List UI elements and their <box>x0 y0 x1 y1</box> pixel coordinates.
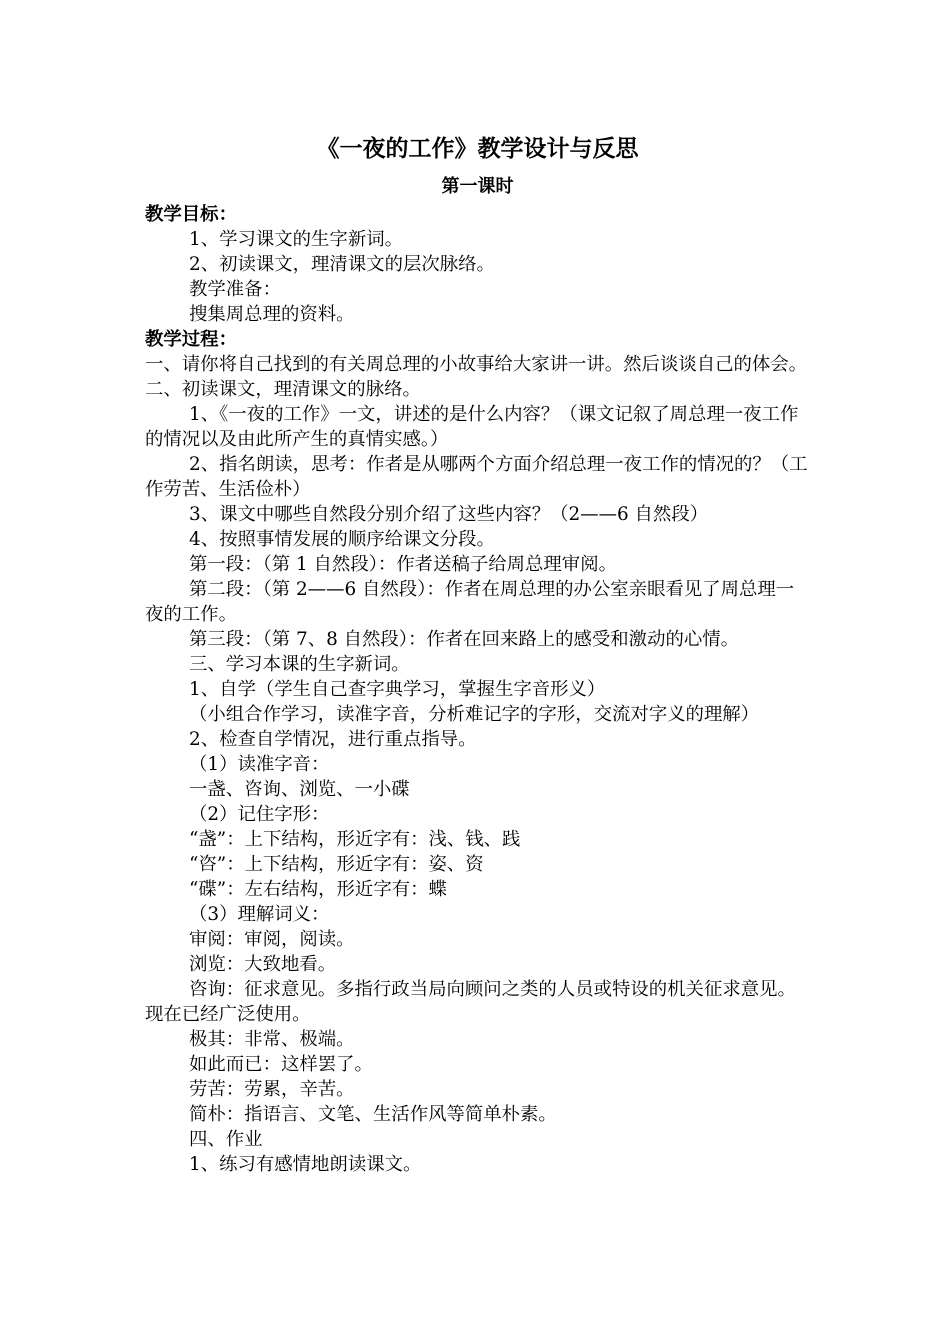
section-heading: 教学目标： <box>145 204 237 225</box>
document-subtitle: 第一课时 <box>441 176 514 197</box>
paragraph: “咨”：上下结构，形近字有：姿、资 <box>189 854 484 875</box>
paragraph: 咨询：征求意见。多指行政当局向顾问之类的人员或特设的机关征求意见。现在已经广泛使用。 <box>145 979 796 1025</box>
paragraph: （3）理解词义： <box>189 904 330 925</box>
paragraph: （2）记住字形： <box>189 804 330 825</box>
paragraph: 极其：非常、极端。 <box>189 1029 355 1050</box>
paragraph: 2、检查自学情况，进行重点指导。 <box>189 729 477 750</box>
paragraph: 1、《一夜的工作》一文，讲述的是什么内容？（课文记叙了周总理一夜工作的情况以及由此所产生的真情实感。） <box>145 404 799 450</box>
paragraph: （小组合作学习，读准字音，分析难记字的字形，交流对字义的理解） <box>189 704 760 725</box>
paragraph: 劳苦：劳累，辛苦。 <box>189 1079 355 1100</box>
paragraph: 第二段：（第 2——6 自然段）：作者在周总理的办公室亲眼看见了周总理一夜的工作。 <box>145 579 795 625</box>
paragraph: （1）读准字音： <box>189 754 330 775</box>
section-heading: 教学过程： <box>145 329 237 350</box>
paragraph: 1、练习有感情地朗读课文。 <box>189 1154 422 1175</box>
document-title: 《一夜的工作》教学设计与反思 <box>316 136 639 162</box>
paragraph: 3、课文中哪些自然段分别介绍了这些内容？（2——6 自然段） <box>189 504 709 525</box>
paragraph: 4、按照事情发展的顺序给课文分段。 <box>189 529 495 550</box>
document-page <box>145 132 810 1177</box>
paragraph: 第三段：（第 7、8 自然段）：作者在回来路上的感受和激动的心情。 <box>189 629 740 650</box>
paragraph: “盏”：上下结构，形近字有：浅、钱、践 <box>189 829 521 850</box>
paragraph: 教学准备： <box>189 279 281 300</box>
paragraph: 一、请你将自己找到的有关周总理的小故事给大家讲一讲。然后谈谈自己的体会。 <box>145 354 808 375</box>
paragraph: 二、初读课文，理清课文的脉络。 <box>145 379 421 400</box>
paragraph: 搜集周总理的资料。 <box>189 304 355 325</box>
paragraph: 2、初读课文，理清课文的层次脉络。 <box>189 254 495 275</box>
paragraph: 1、自学（学生自己查字典学习，掌握生字音形义） <box>189 679 606 700</box>
paragraph: 审阅：审阅，阅读。 <box>189 929 355 950</box>
paragraph: 一盏、咨询、浏览、一小碟 <box>189 779 410 800</box>
document-body <box>145 202 810 1177</box>
paragraph: 浏览：大致地看。 <box>189 954 337 975</box>
paragraph: 四、作业 <box>189 1129 263 1150</box>
paragraph: 简朴：指语言、文笔、生活作风等简单朴素。 <box>189 1104 557 1125</box>
paragraph: 2、指名朗读，思考：作者是从哪两个方面介绍总理一夜工作的情况的？（工作劳苦、生活俭朴） <box>145 454 808 500</box>
paragraph: 如此而已：这样罢了。 <box>189 1054 373 1075</box>
paragraph: 1、学习课文的生字新词。 <box>189 229 403 250</box>
paragraph: 第一段：（第 1 自然段）：作者送稿子给周总理审阅。 <box>189 554 617 575</box>
paragraph: 三、学习本课的生字新词。 <box>189 654 410 675</box>
paragraph: “碟”：左右结构，形近字有：蝶 <box>189 879 447 900</box>
